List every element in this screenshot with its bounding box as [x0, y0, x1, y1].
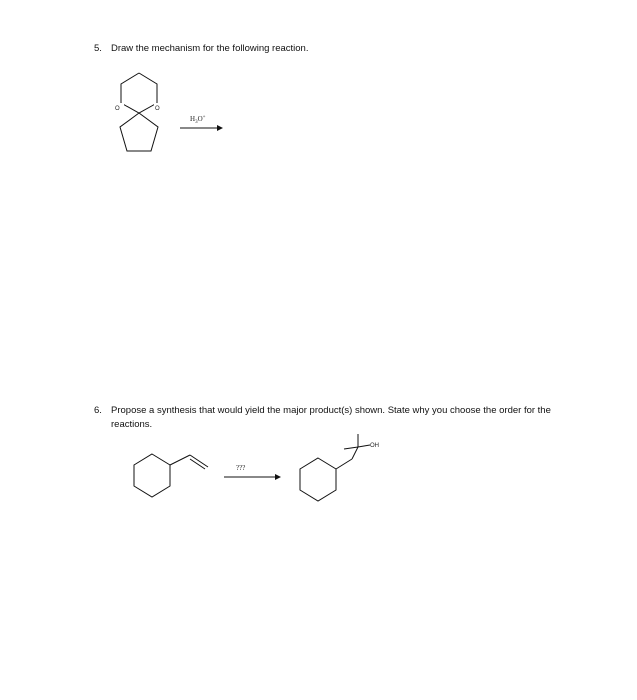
cyclohexane-ring-reactant: [134, 454, 170, 497]
tertiary-alcohol-product: [300, 434, 370, 501]
dioxane-ring: [121, 73, 157, 113]
oxygen-right-label: O: [155, 106, 160, 112]
spiro-ketal-reactant: [120, 73, 158, 151]
chain-bond-2: [352, 447, 358, 459]
vinyl-single-bond: [170, 455, 190, 465]
chain-bond-1: [336, 459, 352, 469]
question-5-number: 5.: [94, 43, 102, 54]
vinylcyclohexane-reactant: [134, 454, 208, 497]
oxygen-left-label: O: [115, 106, 120, 112]
question-6-text: Propose a synthesis that would yield the major product(s) shown. State why you choose the order for the reactions.: [111, 405, 551, 430]
hydronium-reagent: $H_3O^+$: [190, 115, 206, 125]
unknown-reagent: ???: [236, 464, 246, 472]
methyl-bond-left: [344, 447, 358, 449]
question-5-text: Draw the mechanism for the following reaction.: [111, 43, 309, 54]
hydroxyl-bond: [358, 445, 370, 447]
cyclohexane-ring-product: [300, 458, 336, 501]
question-6-number: 6.: [94, 405, 102, 416]
cyclopentane-ring: [120, 113, 158, 151]
hydroxyl-label: OH: [370, 443, 379, 449]
